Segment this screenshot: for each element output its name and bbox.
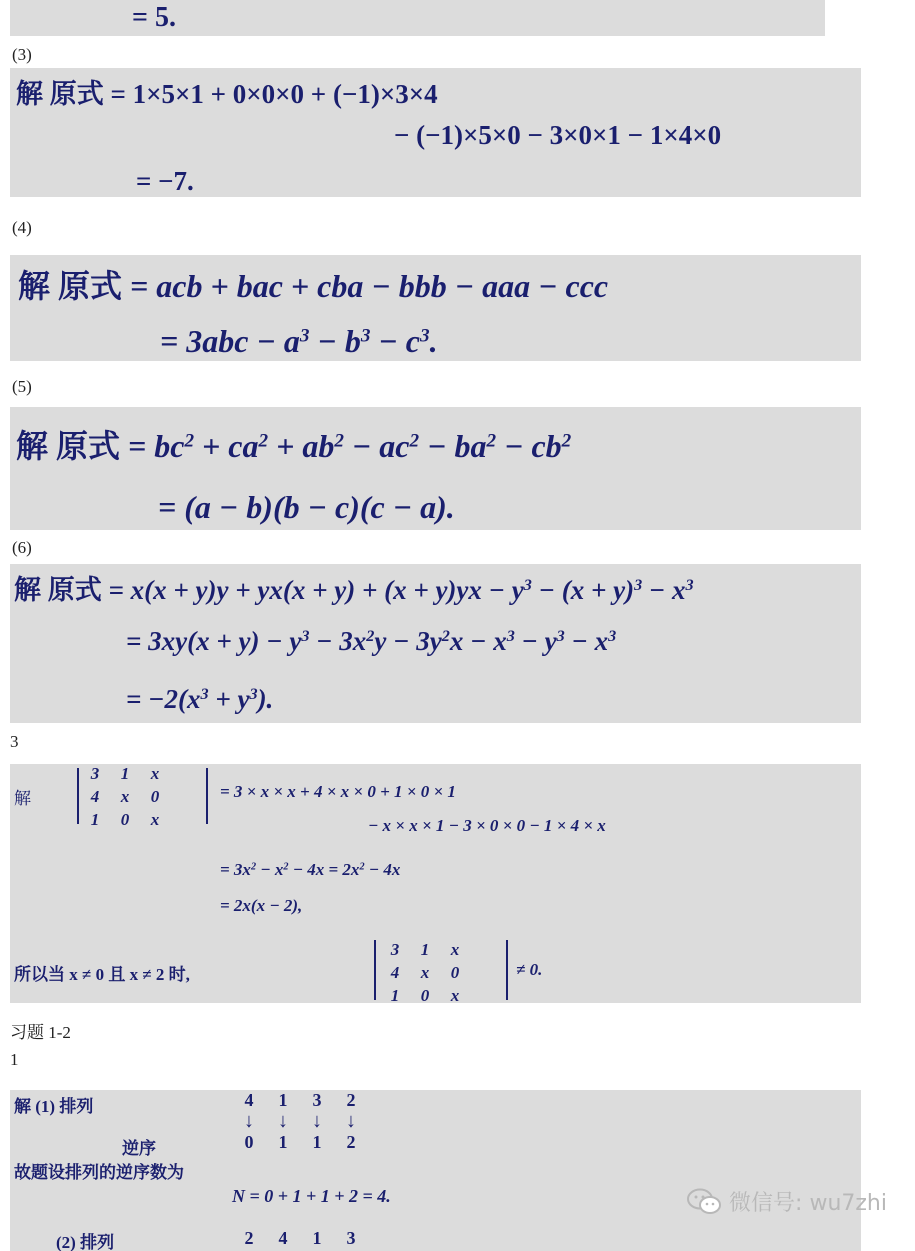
problem-3-exp-1: = 3 × x × x + 4 × x × 0 + 1 × 0 × 1 bbox=[220, 782, 456, 801]
solution-6-line-1 bbox=[14, 568, 694, 607]
exercise-result: N = 0 + 1 + 1 + 2 = 4. bbox=[232, 1186, 391, 1206]
solution-4-expr-1: = acb + bac + cba − bbb − aaa − ccc bbox=[130, 268, 609, 304]
solution-block-6 bbox=[10, 564, 861, 723]
det2-row-1: 3 1 x bbox=[390, 940, 460, 959]
solution-block-5 bbox=[10, 407, 861, 530]
solution-5-expr-1: = $bc^2 + ca^2 + ab^2 - ac^2 - ba^2 - cb^2$ bbox=[128, 428, 572, 464]
solution-4-line-2 bbox=[160, 323, 438, 360]
problem-3-exp-2: − x × x × 1 − 3 × 0 × 0 − 1 × 4 × x bbox=[368, 816, 606, 835]
problem-3-exp-4: = 2x(x − 2), bbox=[220, 896, 303, 915]
solution-block-4 bbox=[10, 255, 861, 361]
problem-number-3: 3 bbox=[10, 732, 19, 751]
solution-6-expr-1: = $x(x + y)y + yx(x + y) + (x + y)yx - y^3 - (x + y)^3 - x^3$ bbox=[108, 575, 694, 605]
det2-row-2: 4 x 0 bbox=[390, 963, 460, 982]
solution-5-prefix: 解 原式 bbox=[16, 428, 121, 464]
exercise-number: 1 bbox=[10, 1050, 19, 1069]
solution-4-line-1 bbox=[18, 261, 608, 307]
solution-5-line-2: = (a − b)(b − c)(c − a). bbox=[158, 489, 455, 525]
det-left-bar bbox=[77, 768, 79, 824]
exercise-sentence: 故题设排列的逆序数为 bbox=[14, 1163, 184, 1182]
det2-right-bar bbox=[506, 940, 508, 1000]
det2-row-3: 1 0 x bbox=[390, 986, 460, 1003]
solution-3-line-3: = −7. bbox=[136, 166, 194, 196]
watermark bbox=[687, 1186, 887, 1217]
exercise-arrows: ↓ ↓ ↓ ↓ bbox=[244, 1110, 356, 1132]
section-label-4: (4) bbox=[12, 218, 32, 237]
solution-5-line-1 bbox=[16, 421, 571, 467]
solution-block-exercise bbox=[10, 1090, 861, 1251]
section-label-6: (6) bbox=[12, 538, 32, 557]
solution-6-line-3: = $-2(x^3 + y^3)$. bbox=[126, 684, 274, 714]
solution-4-prefix: 解 原式 bbox=[18, 268, 123, 304]
solution-6-prefix: 解 原式 bbox=[14, 575, 102, 605]
exponent: 3 bbox=[360, 325, 371, 347]
result-line: = 5. bbox=[132, 2, 176, 33]
solution-3-line-1: 解 原式 = 1×5×1 + 0×0×0 + (−1)×3×4 bbox=[16, 79, 438, 109]
problem-3-neq: ≠ 0. bbox=[516, 960, 543, 979]
wechat-icon bbox=[687, 1188, 721, 1216]
det-row-3: 1 0 x bbox=[90, 810, 160, 829]
solution-block-problem-3 bbox=[10, 764, 861, 1003]
solve-label: 解 bbox=[14, 789, 31, 808]
exercise-p1-inv: 0 1 1 2 bbox=[244, 1132, 356, 1152]
exercise-p2-perm: 2 4 1 3 bbox=[244, 1228, 356, 1248]
exponent: 3 bbox=[420, 325, 430, 347]
solution-block-3 bbox=[10, 68, 861, 197]
top-solution-block bbox=[10, 0, 825, 36]
problem-3-conclusion: 所以当 x ≠ 0 且 x ≠ 2 时, bbox=[14, 965, 190, 984]
solution-4-expr-2c: − c bbox=[370, 323, 420, 359]
exercise-p2-label: (2) 排列 bbox=[56, 1233, 115, 1251]
exercise-p1-label: 解 (1) 排列 bbox=[14, 1097, 94, 1116]
solution-6-line-2: = $3xy(x + y) - y^3 - 3x^2y - 3y^2x - x^3 - y^3 - x^3$ bbox=[126, 626, 617, 656]
exercise-p1-perm: 4 1 3 2 bbox=[244, 1090, 356, 1110]
period: . bbox=[429, 323, 438, 359]
problem-3-exp-3: = $3x^2 - x^2 - 4x = 2x^2 - 4x$ bbox=[220, 860, 401, 879]
det-row-1: 3 1 x bbox=[90, 764, 160, 783]
det2-left-bar bbox=[374, 940, 376, 1000]
exponent: 3 bbox=[299, 325, 310, 347]
watermark-text: 微信号: wu7zhi bbox=[729, 1191, 887, 1216]
exercise-title: 习题 1-2 bbox=[10, 1023, 71, 1042]
solution-4-expr-2b: − b bbox=[309, 323, 361, 359]
determinant-matrix bbox=[80, 764, 170, 831]
solution-3-line-2: − (−1)×5×0 − 3×0×1 − 1×4×0 bbox=[394, 120, 722, 150]
determinant-matrix-2 bbox=[380, 938, 470, 1003]
solution-4-expr-2a: = 3abc − a bbox=[160, 323, 300, 359]
det-row-2: 4 x 0 bbox=[90, 787, 160, 806]
det-right-bar bbox=[206, 768, 208, 824]
section-label-5: (5) bbox=[12, 377, 32, 396]
exercise-inv-label: 逆序 bbox=[122, 1139, 156, 1158]
section-label-3: (3) bbox=[12, 45, 32, 64]
